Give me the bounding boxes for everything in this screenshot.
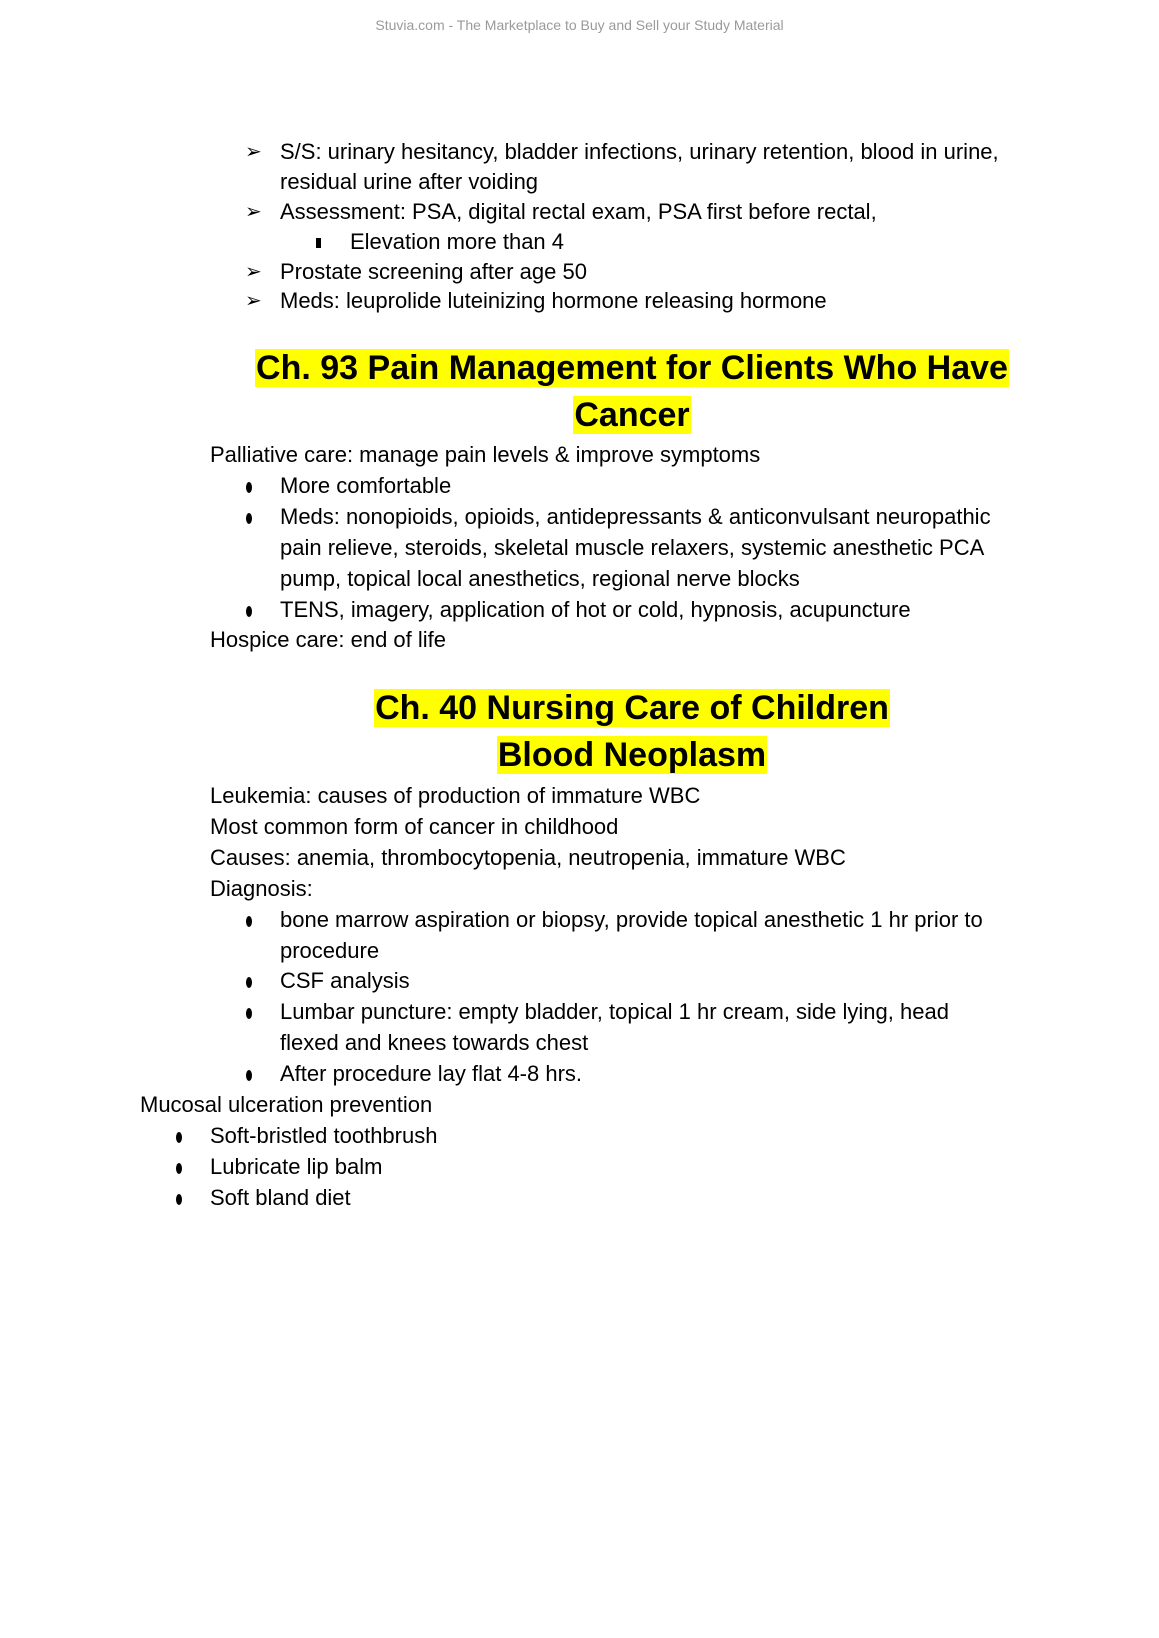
dot-bullet-icon	[176, 1163, 182, 1174]
list-item: Prostate screening after age 50	[280, 259, 587, 284]
section-heading	[0, 345, 1159, 391]
arrow-bullet-icon: ➢	[245, 261, 262, 283]
list-item: Meds: nonopioids, opioids, antidepressants & anticonvulsant neuropathic	[280, 504, 991, 529]
paragraph-line: Leukemia: causes of production of immature WBC	[210, 783, 701, 808]
dot-bullet-icon	[246, 1008, 252, 1019]
section-heading-continued	[0, 732, 1159, 778]
heading-line: Ch. 40 Nursing Care of Children	[375, 689, 889, 727]
dot-bullet-icon	[246, 513, 252, 524]
dot-bullet-icon	[246, 482, 252, 493]
list-item: bone marrow aspiration or biopsy, provide topical anesthetic 1 hr prior to	[280, 907, 983, 932]
paragraph-line: Causes: anemia, thrombocytopenia, neutropenia, immature WBC	[210, 845, 846, 870]
list-item: Meds: leuprolide luteinizing hormone releasing hormone	[280, 288, 827, 313]
square-bullet-icon	[316, 238, 321, 248]
dot-bullet-icon	[246, 606, 252, 617]
paragraph-line: Diagnosis:	[210, 876, 313, 901]
list-item: Soft bland diet	[210, 1185, 351, 1210]
list-item-continuation: pain relieve, steroids, skeletal muscle relaxers, systemic anesthetic PCA	[280, 535, 985, 560]
list-item: Lumbar puncture: empty bladder, topical 1 hr cream, side lying, head	[280, 999, 949, 1024]
section-heading	[0, 685, 1159, 731]
dot-bullet-icon	[246, 1070, 252, 1081]
list-item: CSF analysis	[280, 968, 410, 993]
section-heading-continued	[0, 392, 1159, 438]
heading-line: Blood Neoplasm	[497, 736, 767, 774]
dot-bullet-icon	[246, 916, 252, 927]
list-item-continuation: pump, topical local anesthetics, regional nerve blocks	[280, 566, 800, 591]
list-item: S/S: urinary hesitancy, bladder infections, urinary retention, blood in urine,	[280, 139, 999, 164]
paragraph-line: Most common form of cancer in childhood	[210, 814, 619, 839]
list-item-continuation: flexed and knees towards chest	[280, 1030, 589, 1055]
heading-line: Ch. 93 Pain Management for Clients Who Have	[256, 349, 1008, 387]
list-item: More comfortable	[280, 473, 452, 498]
list-item: TENS, imagery, application of hot or cold, hypnosis, acupuncture	[280, 597, 911, 622]
sub-list-item: Elevation more than 4	[350, 229, 565, 254]
arrow-bullet-icon: ➢	[245, 141, 262, 163]
watermark-header: Stuvia.com - The Marketplace to Buy and Sell your Study Material	[375, 17, 784, 33]
list-item-continuation: procedure	[280, 938, 380, 963]
arrow-bullet-icon: ➢	[245, 201, 262, 223]
dot-bullet-icon	[176, 1194, 182, 1205]
dot-bullet-icon	[176, 1132, 182, 1143]
dot-bullet-icon	[246, 977, 252, 988]
list-item: Assessment: PSA, digital rectal exam, PSA first before rectal,	[280, 199, 877, 224]
heading-line: Cancer	[574, 396, 690, 434]
paragraph-line: Hospice care: end of life	[210, 627, 447, 652]
arrow-bullet-icon: ➢	[245, 290, 262, 312]
paragraph-line: Palliative care: manage pain levels & improve symptoms	[210, 442, 761, 467]
paragraph-line: Mucosal ulceration prevention	[140, 1092, 433, 1117]
list-item-continuation: residual urine after voiding	[280, 169, 539, 194]
list-item: Soft-bristled toothbrush	[210, 1123, 438, 1148]
list-item: Lubricate lip balm	[210, 1154, 383, 1179]
list-item: After procedure lay flat 4-8 hrs.	[280, 1061, 583, 1086]
